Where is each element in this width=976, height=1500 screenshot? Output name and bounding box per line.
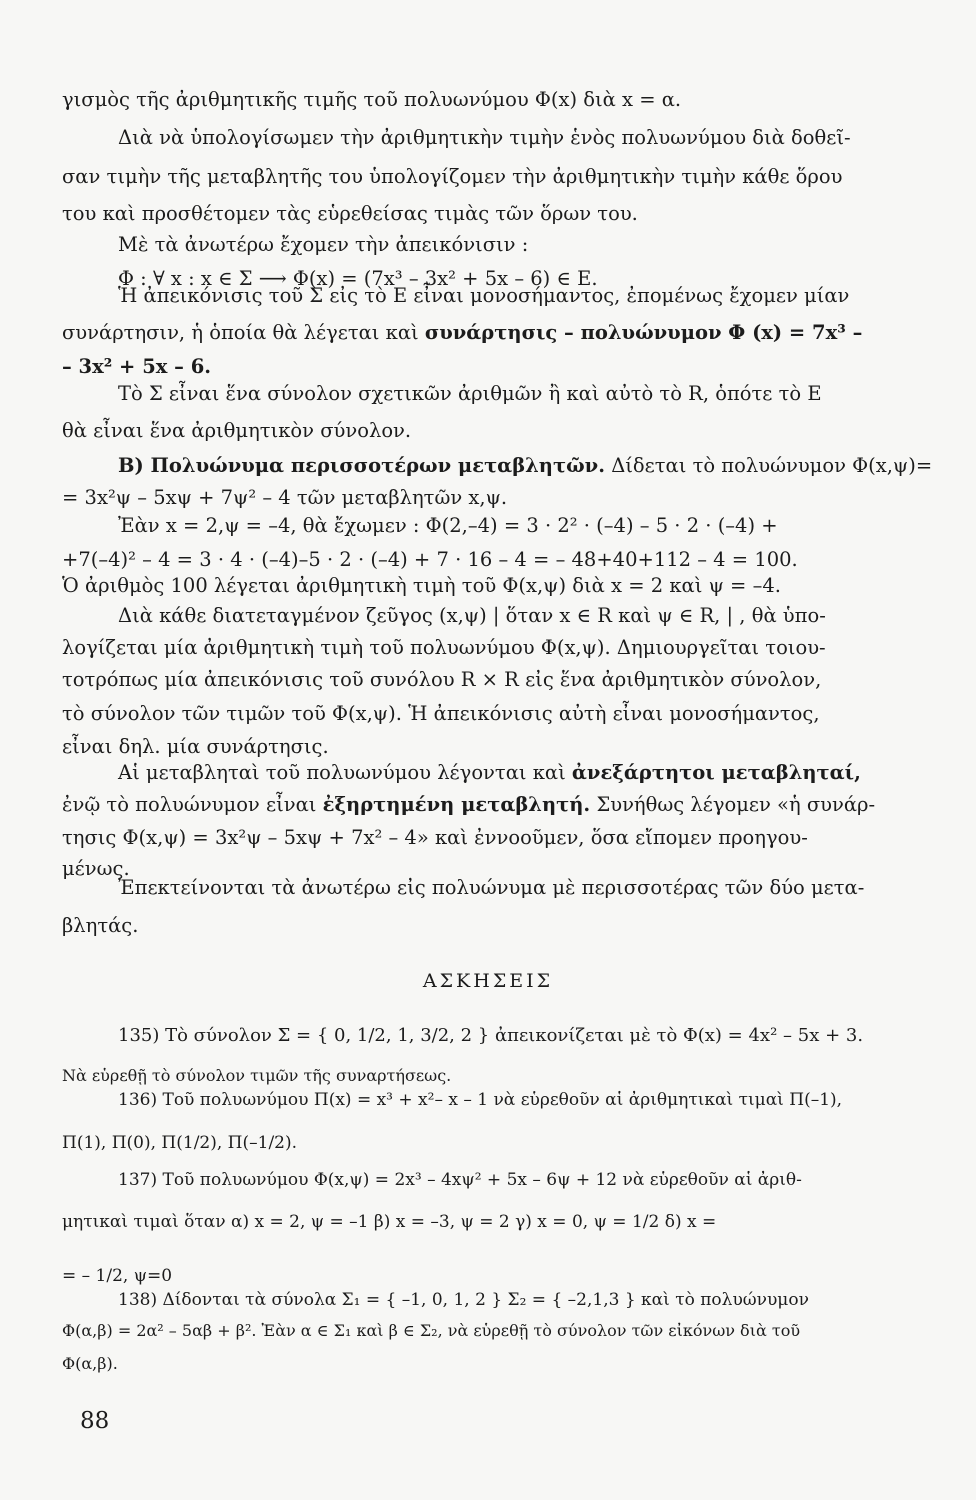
text-line: Διὰ νὰ ὑπολογίσωμεν τὴν ἀριθμητικὴν τιμὴν ἑνὸς πολυωνύμου διὰ δοθεῖ- bbox=[118, 126, 851, 149]
text-line bbox=[118, 763, 861, 783]
text-line: Ἐπεκτείνονται τὰ ἀνωτέρω εἰς πολυώνυμα μὲ περισσοτέρας τῶν δύο μετα- bbox=[118, 876, 865, 899]
exercise-138: 138) Δίδονται τὰ σύνολα Σ₁ = { –1, 0, 1, 2 } Σ₂ = { –2,1,3 } καὶ τὸ πολυώνυμον bbox=[118, 1290, 809, 1310]
text-line: γισμὸς τῆς ἀριθμητικῆς τιμῆς τοῦ πολυωνύμου Φ(x) διὰ x = α. bbox=[62, 88, 682, 111]
page-number: 88 bbox=[80, 1408, 110, 1434]
text-line: εἶναι δηλ. μία συνάρτησις. bbox=[62, 735, 329, 758]
text-line: Ἡ ἀπεικόνισις τοῦ Σ εἰς τὸ E εἶναι μονοσήμαντος, ἐπομένως ἔχομεν μίαν bbox=[118, 284, 850, 307]
exercise-136: 136) Τοῦ πολυωνύμου Π(x) = x³ + x²– x – 1 νὰ εὑρεθοῦν αἱ ἀριθμητικαὶ τιμαὶ Π(–1), bbox=[118, 1090, 843, 1110]
bold-term: συνάρτησις – πολυώνυμον Φ (x) = 7x³ – bbox=[424, 321, 863, 344]
text-line bbox=[118, 456, 932, 476]
text-line: τοτρόπως μία ἀπεικόνισις τοῦ συνόλου R × R εἰς ἕνα ἀριθμητικὸν σύνολον, bbox=[62, 668, 822, 691]
text-line: τὸ σύνολον τῶν τιμῶν τοῦ Φ(x,ψ). Ἡ ἀπεικόνισις αὐτὴ εἶναι μονοσήμαντος, bbox=[62, 702, 820, 725]
text-line: Τὸ Σ εἶναι ἕνα σύνολον σχετικῶν ἀριθμῶν ἢ καὶ αὐτὸ τὸ R, ὁπότε τὸ E bbox=[118, 382, 822, 405]
text-line: του καὶ προσθέτομεν τὰς εὑρεθείσας τιμὰς τῶν ὅρων του. bbox=[62, 202, 638, 225]
text-line: μένως. bbox=[62, 857, 130, 880]
exercise-line: = – 1/2, ψ=0 bbox=[62, 1266, 173, 1286]
text-line: Ἐὰν x = 2,ψ = –4, θὰ ἔχωμεν : Φ(2,–4) = 3 · 2² · (–4) – 5 · 2 · (–4) + bbox=[118, 514, 778, 537]
text-line: Ὁ ἀριθμὸς 100 λέγεται ἀριθμητικὴ τιμὴ τοῦ Φ(x,ψ) διὰ x = 2 καὶ ψ = –4. bbox=[62, 574, 781, 597]
text-line: Διὰ κάθε διατεταγμένον ζεῦγος (x,ψ) | ὅταν x ∈ R καὶ ψ ∈ R, | , θὰ ὑπο- bbox=[118, 604, 826, 627]
exercise-line: Π(1), Π(0), Π(1/2), Π(–1/2). bbox=[62, 1133, 298, 1153]
exercises-title: ΑΣΚΗΣΕΙΣ bbox=[422, 970, 554, 992]
text-line: τησις Φ(x,ψ) = 3x²ψ – 5xψ + 7x² – 4» καὶ ἐννοοῦμεν, ὅσα εἴπομεν προηγου- bbox=[62, 826, 808, 849]
text-line: λογίζεται μία ἀριθμητικὴ τιμὴ τοῦ πολυωνύμου Φ(x,ψ). Δημιουργεῖται τοιου- bbox=[62, 636, 826, 659]
exercise-line: Φ(α,β). bbox=[62, 1354, 118, 1373]
text-span: ἐνῷ τὸ πολυώνυμον εἶναι bbox=[62, 793, 317, 816]
text-span: Συνήθως λέγομεν «ἡ συνάρ- bbox=[596, 793, 876, 816]
text-line: θὰ εἶναι ἕνα ἀριθμητικὸν σύνολον. bbox=[62, 419, 412, 442]
bold-term: ἐξηρτημένη μεταβλητή. bbox=[322, 793, 591, 816]
formula-line: = 3x²ψ – 5xψ + 7ψ² – 4 τῶν μεταβλητῶν x,ψ. bbox=[62, 486, 508, 509]
exercise-line: Φ(α,β) = 2α² – 5αβ + β². Ἐὰν α ∈ Σ₁ καὶ β ∈ Σ₂, νὰ εὑρεθῇ τὸ σύνολον τῶν εἰκόνων διὰ τοῦ bbox=[62, 1321, 801, 1340]
text-line: Μὲ τὰ ἀνωτέρω ἔχομεν τὴν ἀπεικόνισιν : bbox=[118, 233, 529, 256]
text-span: συνάρτησιν, ἡ ὁποία θὰ λέγεται καὶ bbox=[62, 321, 419, 344]
text-span: Δίδεται τὸ πολυώνυμον Φ(x,ψ)= bbox=[611, 454, 933, 477]
exercise-line: Νὰ εὑρεθῇ τὸ σύνολον τιμῶν τῆς συναρτήσεως. bbox=[62, 1066, 452, 1085]
text-line bbox=[62, 323, 862, 343]
formula-line: +7(–4)² – 4 = 3 · 4 · (–4)–5 · 2 · (–4) + 7 · 16 – 4 = – 48+40+112 – 4 = 100. bbox=[62, 548, 798, 571]
exercise-line: μητικαὶ τιμαὶ ὅταν α) x = 2, ψ = –1 β) x = –3, ψ = 2 γ) x = 0, ψ = 1/2 δ) x = bbox=[62, 1212, 717, 1232]
exercise-135: 135) Τὸ σύνολον Σ = { 0, 1/2, 1, 3/2, 2 } ἀπεικονίζεται μὲ τὸ Φ(x) = 4x² – 5x + 3. bbox=[118, 1025, 864, 1046]
text-span: Αἱ μεταβληταὶ τοῦ πολυωνύμου λέγονται καὶ bbox=[118, 761, 566, 784]
text-line: σαν τιμὴν τῆς μεταβλητῆς του ὑπολογίζομεν τὴν ἀριθμητικὴν τιμὴν κάθε ὅρου bbox=[62, 165, 843, 188]
exercise-137: 137) Τοῦ πολυωνύμου Φ(x,ψ) = 2x³ – 4xψ² + 5x – 6ψ + 12 νὰ εὑρεθοῦν αἱ ἀριθ- bbox=[118, 1170, 802, 1190]
section-heading: Β) Πολυώνυμα περισσοτέρων μεταβλητῶν. bbox=[118, 454, 605, 477]
bold-term: ἀνεξάρτητοι μεταβληταί, bbox=[571, 761, 861, 784]
text-line bbox=[62, 795, 875, 815]
formula-line: – 3x² + 5x – 6. bbox=[62, 355, 212, 378]
text-line: βλητάς. bbox=[62, 914, 139, 937]
formula-line: Φ : ∀ x : x ∈ Σ ⟶ Φ(x) = (7x³ – 3x² + 5x – 6) ∈ E. bbox=[118, 267, 598, 290]
